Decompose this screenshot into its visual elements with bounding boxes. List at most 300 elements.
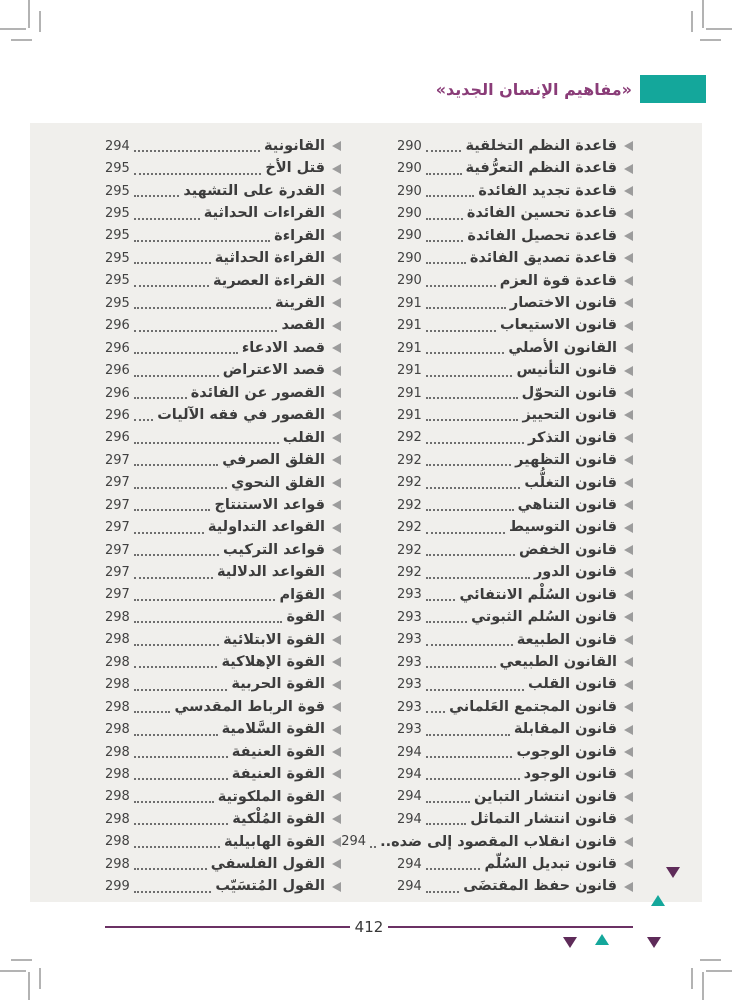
crop-mark (11, 959, 32, 961)
left-triangle-bullet-icon (332, 747, 341, 757)
down-triangle-icon (563, 937, 577, 948)
index-entry (397, 674, 633, 696)
dot-leader (426, 173, 462, 175)
index-entry (397, 494, 633, 516)
dot-leader (134, 644, 219, 646)
index-entry (105, 359, 341, 381)
entry-title: قانون المجتمع العَلماني (449, 698, 617, 715)
dot-leader (134, 218, 200, 220)
dot-leader (134, 599, 276, 601)
entry-page-number: 294 (341, 834, 367, 850)
entry-title: قانون التوسيط (508, 519, 617, 536)
entry-title: القراءات الحداثية (203, 205, 325, 222)
entry-page-number: 298 (105, 856, 130, 872)
left-triangle-bullet-icon (624, 792, 633, 802)
crop-mark (28, 972, 30, 1000)
entry-title: القدرة على التشهيد (183, 182, 325, 199)
dot-leader (134, 419, 153, 421)
entry-title: القلق النحوي (230, 474, 325, 491)
left-triangle-bullet-icon (332, 209, 341, 219)
left-triangle-bullet-icon (624, 209, 633, 219)
left-triangle-bullet-icon (624, 276, 633, 286)
left-triangle-bullet-icon (332, 590, 341, 600)
entry-title: قانون الاختصار (509, 295, 617, 312)
index-entry (397, 561, 633, 583)
entry-page-number: 295 (105, 250, 130, 266)
index-entry (105, 696, 341, 718)
index-entry (105, 494, 341, 516)
entry-title: قواعد الاستنتاج (214, 496, 325, 513)
dot-leader (426, 891, 459, 893)
left-triangle-bullet-icon (624, 769, 633, 779)
dot-leader (134, 778, 228, 780)
left-triangle-bullet-icon (332, 725, 341, 735)
entry-title: قانون حفظ المقتضَى (463, 878, 617, 895)
entry-page-number: 296 (105, 363, 130, 379)
left-triangle-bullet-icon (332, 388, 341, 398)
index-entry (105, 875, 341, 897)
entry-title: قانون الدور (533, 564, 617, 581)
entry-title: قصد الاعتراض (222, 362, 325, 379)
left-triangle-bullet-icon (332, 253, 341, 263)
dot-leader (134, 262, 211, 264)
entry-title: القانونية (264, 137, 325, 154)
entry-page-number: 294 (397, 744, 422, 760)
index-entry (397, 516, 633, 538)
entry-title: القول الفلسفي (210, 855, 325, 872)
entry-page-number: 298 (105, 766, 130, 782)
dot-leader (134, 464, 218, 466)
dot-leader (134, 846, 220, 848)
dot-leader (426, 711, 445, 713)
index-columns (105, 135, 633, 898)
left-triangle-bullet-icon (624, 680, 633, 690)
index-entry (105, 225, 341, 247)
left-triangle-bullet-icon (332, 433, 341, 443)
entry-page-number: 293 (397, 699, 422, 715)
dot-leader (134, 307, 271, 309)
index-entry (397, 247, 633, 269)
entry-page-number: 290 (397, 161, 422, 177)
entry-page-number: 295 (105, 228, 130, 244)
left-triangle-bullet-icon (624, 343, 633, 353)
index-column-right (341, 135, 633, 898)
dot-leader (426, 150, 462, 152)
left-triangle-bullet-icon (624, 612, 633, 622)
entry-page-number: 298 (105, 609, 130, 625)
left-triangle-bullet-icon (624, 455, 633, 465)
entry-title: قاعدة تحصيل الفائدة (467, 227, 617, 244)
dot-leader (426, 734, 510, 736)
index-entry (397, 786, 633, 808)
index-entry (397, 135, 633, 157)
index-entry (105, 382, 341, 404)
index-entry (105, 741, 341, 763)
index-entry (397, 270, 633, 292)
crop-mark (691, 968, 693, 989)
index-entry (105, 786, 341, 808)
index-entry (397, 337, 633, 359)
index-entry (397, 808, 633, 830)
index-entry (397, 763, 633, 785)
entry-page-number: 292 (397, 565, 422, 581)
entry-title: قاعدة تصديق الفائدة (469, 250, 617, 267)
entry-title: القصور في فقه الآليات (157, 407, 325, 424)
entry-page-number: 293 (397, 632, 422, 648)
entry-title: القصور عن الفائدة (190, 384, 325, 401)
index-entry (397, 539, 633, 561)
entry-page-number: 292 (397, 430, 422, 446)
entry-page-number: 295 (105, 273, 130, 289)
dot-leader (134, 330, 278, 332)
index-entry (397, 472, 633, 494)
index-entry (105, 404, 341, 426)
index-entry (105, 674, 341, 696)
entry-title: قاعدة تجديد الفائدة (478, 182, 617, 199)
dot-leader (134, 487, 227, 489)
index-entry (105, 427, 341, 449)
dot-leader (134, 823, 228, 825)
left-triangle-bullet-icon (624, 590, 633, 600)
footer-rule-left (105, 926, 350, 928)
dot-leader (134, 195, 179, 197)
entry-page-number: 291 (397, 340, 422, 356)
dot-leader (426, 689, 524, 691)
dot-leader (426, 285, 496, 287)
crop-mark (11, 39, 32, 41)
entry-title: القوة الإهلاكية (221, 654, 325, 671)
left-triangle-bullet-icon (624, 231, 633, 241)
left-triangle-bullet-icon (332, 568, 341, 578)
index-panel (30, 123, 702, 902)
up-triangle-icon (651, 895, 665, 906)
left-triangle-bullet-icon (332, 635, 341, 645)
dot-leader (134, 868, 207, 870)
entry-title: القصد (281, 317, 325, 334)
entry-page-number: 295 (105, 161, 130, 177)
crop-mark (706, 28, 732, 30)
entry-page-number: 295 (105, 183, 130, 199)
running-title: «مفاهيم الإنسان الجديد» (435, 79, 632, 99)
entry-title: قصد الادعاء (241, 339, 325, 356)
index-entry (397, 853, 633, 875)
left-triangle-bullet-icon (332, 837, 341, 847)
folio-page-number: 412 (354, 918, 384, 936)
index-entry (105, 270, 341, 292)
dot-leader (426, 352, 505, 354)
dot-leader (426, 554, 515, 556)
entry-title: قانون تبديل السُلّم (484, 855, 617, 872)
left-triangle-bullet-icon (624, 545, 633, 555)
index-entry (397, 741, 633, 763)
left-triangle-bullet-icon (332, 523, 341, 533)
dot-leader (134, 509, 211, 511)
entry-title: قانون المقابلة (513, 721, 617, 738)
entry-title: القواعد الدلالية (217, 564, 325, 581)
entry-title: قانون الوجوب (516, 743, 617, 760)
dot-leader (134, 756, 228, 758)
index-entry (105, 202, 341, 224)
left-triangle-bullet-icon (624, 635, 633, 645)
entry-title: قواعد التركيب (223, 541, 325, 558)
left-triangle-bullet-icon (624, 523, 633, 533)
entry-page-number: 296 (105, 407, 130, 423)
entry-page-number: 290 (397, 138, 422, 154)
entry-page-number: 292 (397, 452, 422, 468)
left-triangle-bullet-icon (624, 859, 633, 869)
dot-leader (134, 666, 218, 668)
left-triangle-bullet-icon (624, 478, 633, 488)
left-triangle-bullet-icon (332, 321, 341, 331)
entry-page-number: 296 (105, 430, 130, 446)
dot-leader (426, 218, 463, 220)
dot-leader (134, 150, 260, 152)
left-triangle-bullet-icon (332, 680, 341, 690)
entry-title: قانون انتشار التباين (473, 788, 617, 805)
left-triangle-bullet-icon (332, 455, 341, 465)
left-triangle-bullet-icon (332, 612, 341, 622)
entry-title: القلق الصرفي (222, 452, 325, 469)
entry-page-number: 298 (105, 654, 130, 670)
entry-title: قانون التحييز (522, 407, 617, 424)
index-entry (397, 359, 633, 381)
index-entry (397, 875, 633, 897)
index-entry (105, 831, 341, 853)
entry-title: القلب (282, 429, 325, 446)
left-triangle-bullet-icon (332, 231, 341, 241)
entry-title: قانون التحوّل (521, 384, 617, 401)
entry-title: قانون التناهي (517, 496, 617, 513)
footer-rule-right (388, 926, 633, 928)
teal-accent-block (640, 75, 706, 103)
dot-leader (426, 240, 464, 242)
dot-leader (426, 868, 481, 870)
left-triangle-bullet-icon (332, 410, 341, 420)
crop-mark (700, 39, 721, 41)
index-entry (105, 449, 341, 471)
left-triangle-bullet-icon (624, 298, 633, 308)
entry-title: قاعدة النظم التعرُّفية (465, 160, 617, 177)
entry-page-number: 292 (397, 475, 422, 491)
crop-mark (691, 11, 693, 32)
left-triangle-bullet-icon (624, 253, 633, 263)
entry-page-number: 294 (105, 138, 130, 154)
index-entry (105, 584, 341, 606)
entry-page-number: 290 (397, 183, 422, 199)
entry-title: القوة السَّلامية (221, 721, 325, 738)
entry-title: قانون انقلاب المقصود إلى ضده.. (380, 833, 617, 850)
left-triangle-bullet-icon (624, 837, 633, 847)
index-entry (105, 472, 341, 494)
entry-page-number: 298 (105, 834, 130, 850)
entry-page-number: 298 (105, 699, 130, 715)
dot-leader (426, 621, 467, 623)
dot-leader (426, 195, 475, 197)
entry-title: قاعدة قوة العزم (499, 272, 617, 289)
left-triangle-bullet-icon (332, 545, 341, 555)
index-entry (105, 808, 341, 830)
index-entry (105, 718, 341, 740)
left-triangle-bullet-icon (332, 814, 341, 824)
left-triangle-bullet-icon (624, 186, 633, 196)
page-header (436, 75, 706, 103)
dot-leader (134, 352, 238, 354)
left-triangle-bullet-icon (332, 366, 341, 376)
crop-mark (706, 970, 732, 972)
page-footer (105, 919, 633, 935)
left-triangle-bullet-icon (332, 702, 341, 712)
index-entry (397, 718, 633, 740)
entry-page-number: 298 (105, 789, 130, 805)
entry-title: قانون التظهير (515, 452, 617, 469)
left-triangle-bullet-icon (624, 164, 633, 174)
left-triangle-bullet-icon (624, 321, 633, 331)
index-entry (105, 629, 341, 651)
left-triangle-bullet-icon (624, 141, 633, 151)
entry-page-number: 294 (397, 811, 422, 827)
entry-title: القوة الملكوتية (217, 788, 325, 805)
entry-title: قانون التأنيس (516, 362, 617, 379)
index-entry (105, 247, 341, 269)
entry-page-number: 297 (105, 520, 130, 536)
entry-title: قتل الأخ (265, 160, 325, 177)
index-entry (397, 404, 633, 426)
dot-leader (426, 599, 456, 601)
index-entry (397, 651, 633, 673)
entry-page-number: 292 (397, 497, 422, 513)
index-entry (397, 449, 633, 471)
down-triangle-icon (666, 867, 680, 878)
left-triangle-bullet-icon (332, 769, 341, 779)
entry-page-number: 291 (397, 363, 422, 379)
index-entry (105, 292, 341, 314)
index-entry (105, 561, 341, 583)
entry-page-number: 293 (397, 677, 422, 693)
index-entry (397, 157, 633, 179)
entry-page-number: 294 (397, 856, 422, 872)
crop-mark (700, 959, 721, 961)
dot-leader (370, 846, 376, 848)
dot-leader (134, 554, 219, 556)
entry-page-number: 294 (397, 766, 422, 782)
dot-leader (134, 397, 187, 399)
index-entry (397, 292, 633, 314)
left-triangle-bullet-icon (624, 814, 633, 824)
dot-leader (426, 644, 513, 646)
entry-title: قانون الخفض (519, 541, 617, 558)
left-triangle-bullet-icon (624, 388, 633, 398)
left-triangle-bullet-icon (332, 186, 341, 196)
entry-page-number: 293 (397, 654, 422, 670)
index-entry (397, 606, 633, 628)
index-entry (397, 315, 633, 337)
entry-title: القوة الهابيلية (224, 833, 325, 850)
dot-leader (134, 442, 279, 444)
entry-page-number: 296 (105, 340, 130, 356)
left-triangle-bullet-icon (332, 859, 341, 869)
left-triangle-bullet-icon (624, 747, 633, 757)
dot-leader (426, 464, 511, 466)
index-entry (105, 180, 341, 202)
crop-mark (0, 970, 26, 972)
entry-page-number: 298 (105, 677, 130, 693)
entry-page-number: 293 (397, 722, 422, 738)
dot-leader (134, 711, 171, 713)
entry-page-number: 291 (397, 318, 422, 334)
index-entry (105, 763, 341, 785)
entry-title: قاعدة النظم التخلقية (465, 137, 617, 154)
entry-page-number: 297 (105, 565, 130, 581)
dot-leader (426, 801, 470, 803)
left-triangle-bullet-icon (332, 657, 341, 667)
entry-page-number: 296 (105, 385, 130, 401)
entry-title: قانون القلب (527, 676, 617, 693)
dot-leader (134, 375, 219, 377)
left-triangle-bullet-icon (332, 882, 341, 892)
entry-page-number: 293 (397, 609, 422, 625)
dot-leader (426, 823, 466, 825)
dot-leader (426, 756, 513, 758)
entry-page-number: 294 (397, 879, 422, 895)
entry-title: قانون السُلْم الانتفائي (459, 586, 617, 603)
crop-mark (28, 0, 30, 28)
entry-page-number: 297 (105, 497, 130, 513)
index-entry (397, 180, 633, 202)
entry-title: القوَام (279, 586, 325, 603)
index-entry (105, 157, 341, 179)
dot-leader (426, 262, 466, 264)
entry-title: القانون الطبيعي (499, 654, 617, 671)
index-entry (105, 337, 341, 359)
index-entry (397, 584, 633, 606)
entry-page-number: 297 (105, 542, 130, 558)
entry-page-number: 297 (105, 452, 130, 468)
dot-leader (134, 240, 270, 242)
entry-page-number: 293 (397, 587, 422, 603)
entry-title: القوة الابتلائية (223, 631, 325, 648)
entry-title: القراءة العصرية (212, 272, 325, 289)
entry-title: القوة الحربية (231, 676, 325, 693)
left-triangle-bullet-icon (332, 298, 341, 308)
dot-leader (426, 330, 496, 332)
entry-page-number: 292 (397, 520, 422, 536)
entry-page-number: 295 (105, 295, 130, 311)
crop-mark (702, 972, 704, 1000)
dot-leader (426, 778, 520, 780)
left-triangle-bullet-icon (624, 882, 633, 892)
index-entry (105, 606, 341, 628)
index-entry (397, 427, 633, 449)
entry-title: القول المُتسَيّب (215, 878, 325, 895)
entry-title: القوة المُلْكية (232, 811, 325, 828)
dot-leader (134, 801, 214, 803)
entry-title: القواعد التداولية (207, 519, 325, 536)
dot-leader (134, 285, 209, 287)
index-entry (397, 382, 633, 404)
down-triangle-icon (647, 937, 661, 948)
crop-mark (0, 28, 26, 30)
dot-leader (134, 734, 218, 736)
up-triangle-icon (595, 934, 609, 945)
entry-page-number: 290 (397, 206, 422, 222)
entry-title: قانون التغلُّب (524, 474, 617, 491)
left-triangle-bullet-icon (624, 366, 633, 376)
entry-page-number: 292 (397, 542, 422, 558)
entry-page-number: 298 (105, 811, 130, 827)
entry-title: قاعدة تحسين الفائدة (466, 205, 617, 222)
entry-page-number: 294 (397, 789, 422, 805)
dot-leader (426, 397, 518, 399)
